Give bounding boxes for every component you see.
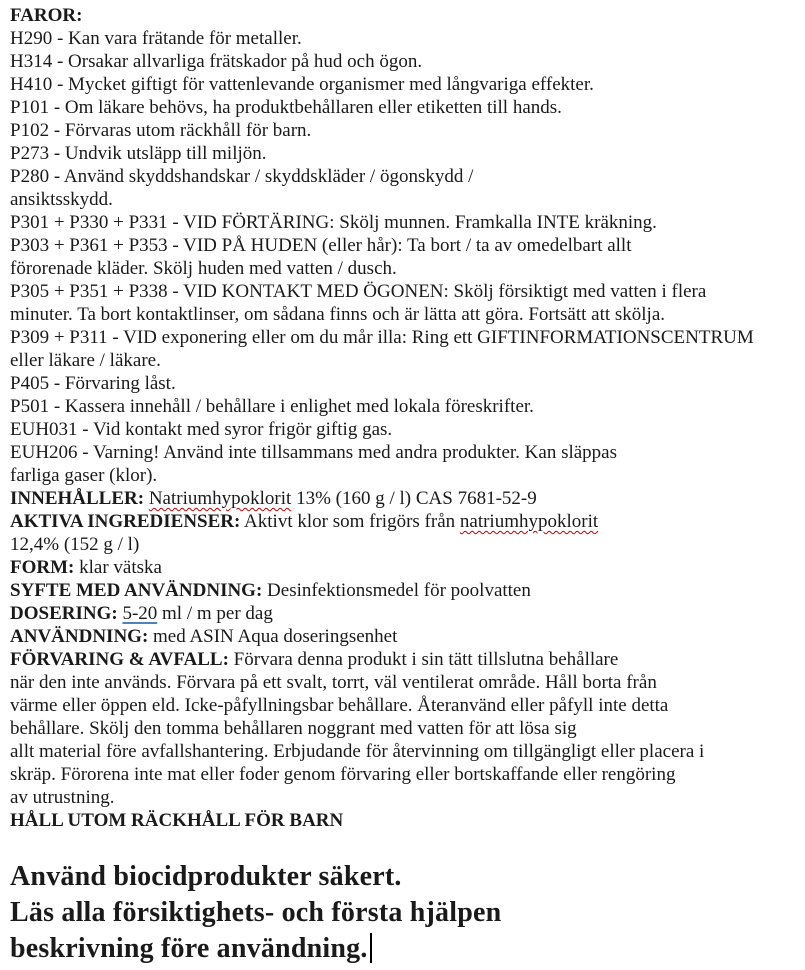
text-line — [10, 73, 805, 96]
text-run: P305 + P351 + P338 - VID KONTAKT MED ÖGONEN: Skölj försiktigt med vatten i flera — [10, 281, 707, 302]
text-line — [10, 188, 805, 211]
text-run: minuter. Ta bort kontaktlinser, om sådana finns och är lätta att göra. Fortsätt att skölja. — [10, 304, 666, 325]
bold-label: ANVÄNDNING: — [10, 626, 149, 647]
bold-label: INNEHÅLLER: — [10, 488, 145, 509]
text-run: klar vätska — [74, 557, 162, 578]
text-run: P101 - Om läkare behövs, ha produktbehållaren eller etiketten till hands. — [10, 97, 562, 118]
text-line — [10, 441, 805, 464]
misspelled-word: natriumhypoklorit — [459, 511, 599, 532]
text-run: EUH031 - Vid kontakt med syror frigör giftig gas. — [10, 419, 393, 440]
bold-label: DOSERING: — [10, 603, 118, 624]
text-line — [10, 556, 805, 579]
text-line — [10, 648, 805, 671]
text-line — [10, 786, 805, 809]
text-line — [10, 418, 805, 441]
text-run: förorenade kläder. Skölj huden med vatten / dusch. — [10, 258, 397, 279]
text-line — [10, 671, 805, 694]
text-line — [10, 234, 805, 257]
text-run: P301 + P330 + P331 - VID FÖRTÄRING: Skölj munnen. Framkalla INTE kräkning. — [10, 212, 657, 233]
text-line — [10, 510, 805, 533]
text-run: allt material före avfallshantering. Erbjudande för återvinning om tillgängligt eller placera i — [10, 741, 705, 762]
text-line — [10, 165, 805, 188]
text-line — [10, 349, 805, 372]
text-line — [10, 533, 805, 556]
text-line — [10, 303, 805, 326]
text-run: P102 - Förvaras utom räckhåll för barn. — [10, 120, 312, 141]
bold-label: FÖRVARING & AVFALL: — [10, 649, 229, 670]
text-run: H410 - Mycket giftigt för vattenlevande organismer med långvariga effekter. — [10, 74, 594, 95]
text-line — [10, 50, 805, 73]
text-line — [10, 4, 805, 27]
text-run: skräp. Förorena inte mat eller foder genom förvaring eller bortskaffande eller rengöring — [10, 764, 676, 785]
notice-line: Läs alla försiktighets- och första hjälpen — [10, 897, 502, 928]
text-line — [10, 27, 805, 50]
misspelled-word: Natriumhypoklorit — [148, 488, 292, 509]
text-run: P309 + P311 - VID exponering eller om du mår illa: Ring ett GIFTINFORMATIONSCENTRUM — [10, 327, 754, 348]
text-run: P273 - Undvik utsläpp till miljön. — [10, 143, 267, 164]
text-line — [10, 694, 805, 717]
text-line — [10, 211, 805, 234]
biocide-safety-notice — [10, 859, 805, 967]
text-run: EUH206 - Varning! Använd inte tillsammans med andra produkter. Kan släppas — [10, 442, 617, 463]
text-line — [10, 717, 805, 740]
text-run: H314 - Orsakar allvarliga frätskador på hud och ögon. — [10, 51, 423, 72]
text-run: 13% (160 g / l) CAS 7681-52-9 — [291, 488, 537, 509]
notice-line — [10, 931, 805, 967]
text-run: farliga gaser (klor). — [10, 465, 158, 486]
bold-label: HÅLL UTOM RÄCKHÅLL FÖR BARN — [10, 810, 344, 831]
text-run: P405 - Förvaring låst. — [10, 373, 176, 394]
bold-label: FORM: — [10, 557, 75, 578]
text-line — [10, 326, 805, 349]
text-line — [10, 487, 805, 510]
body-lines — [10, 4, 805, 832]
text-line — [10, 257, 805, 280]
text-run: ml / m per dag — [157, 603, 273, 624]
text-line — [10, 740, 805, 763]
text-run: Förvara denna produkt i sin tätt tillslutna behållare — [228, 649, 619, 670]
text-run: Desinfektionsmedel för poolvatten — [262, 580, 531, 601]
text-line — [10, 809, 805, 832]
text-line — [10, 579, 805, 602]
text-run: P501 - Kassera innehåll / behållare i enlighet med lokala föreskrifter. — [10, 396, 534, 417]
text-run: Aktivt klor som frigörs från — [240, 511, 460, 532]
notice-line-text: beskrivning före användning. — [10, 933, 368, 964]
text-line — [10, 96, 805, 119]
grammar-flagged-text: 5-20 — [122, 603, 158, 624]
text-run: 12,4% (152 g / l) — [10, 534, 140, 555]
text-line — [10, 763, 805, 786]
text-run: behållare. Skölj den tomma behållaren noggrant med vatten för att lösa sig — [10, 718, 577, 739]
text-line — [10, 372, 805, 395]
text-run: H290 - Kan vara frätande för metaller. — [10, 28, 302, 49]
text-line — [10, 280, 805, 303]
text-run: P303 + P361 + P353 - VID PÅ HUDEN (eller hår): Ta bort / ta av omedelbart allt — [10, 235, 632, 256]
text-line — [10, 119, 805, 142]
text-run: med ASIN Aqua doseringsenhet — [148, 626, 398, 647]
text-line — [10, 602, 805, 625]
text-line — [10, 142, 805, 165]
notice-line: Använd biocidprodukter säkert. — [10, 861, 402, 892]
text-run: när den inte används. Förvara på ett svalt, torrt, väl ventilerat område. Håll borta från — [10, 672, 657, 693]
bold-label: AKTIVA INGREDIENSER: — [10, 511, 241, 532]
text-run: värme eller öppen eld. Icke-påfyllningsbar behållare. Återanvänd eller påfyll inte detta — [10, 695, 669, 716]
text-run: av utrustning. — [10, 787, 115, 808]
text-line — [10, 625, 805, 648]
text-run: eller läkare / läkare. — [10, 350, 161, 371]
text-line — [10, 464, 805, 487]
text-run: ansiktsskydd. — [10, 189, 113, 210]
text-run: P280 - Använd skyddshandskar / skyddskläder / ögonskydd / — [10, 166, 474, 187]
text-cursor — [370, 933, 372, 963]
bold-label: FAROR: — [10, 5, 83, 26]
text-line — [10, 395, 805, 418]
bold-label: SYFTE MED ANVÄNDNING: — [10, 580, 263, 601]
